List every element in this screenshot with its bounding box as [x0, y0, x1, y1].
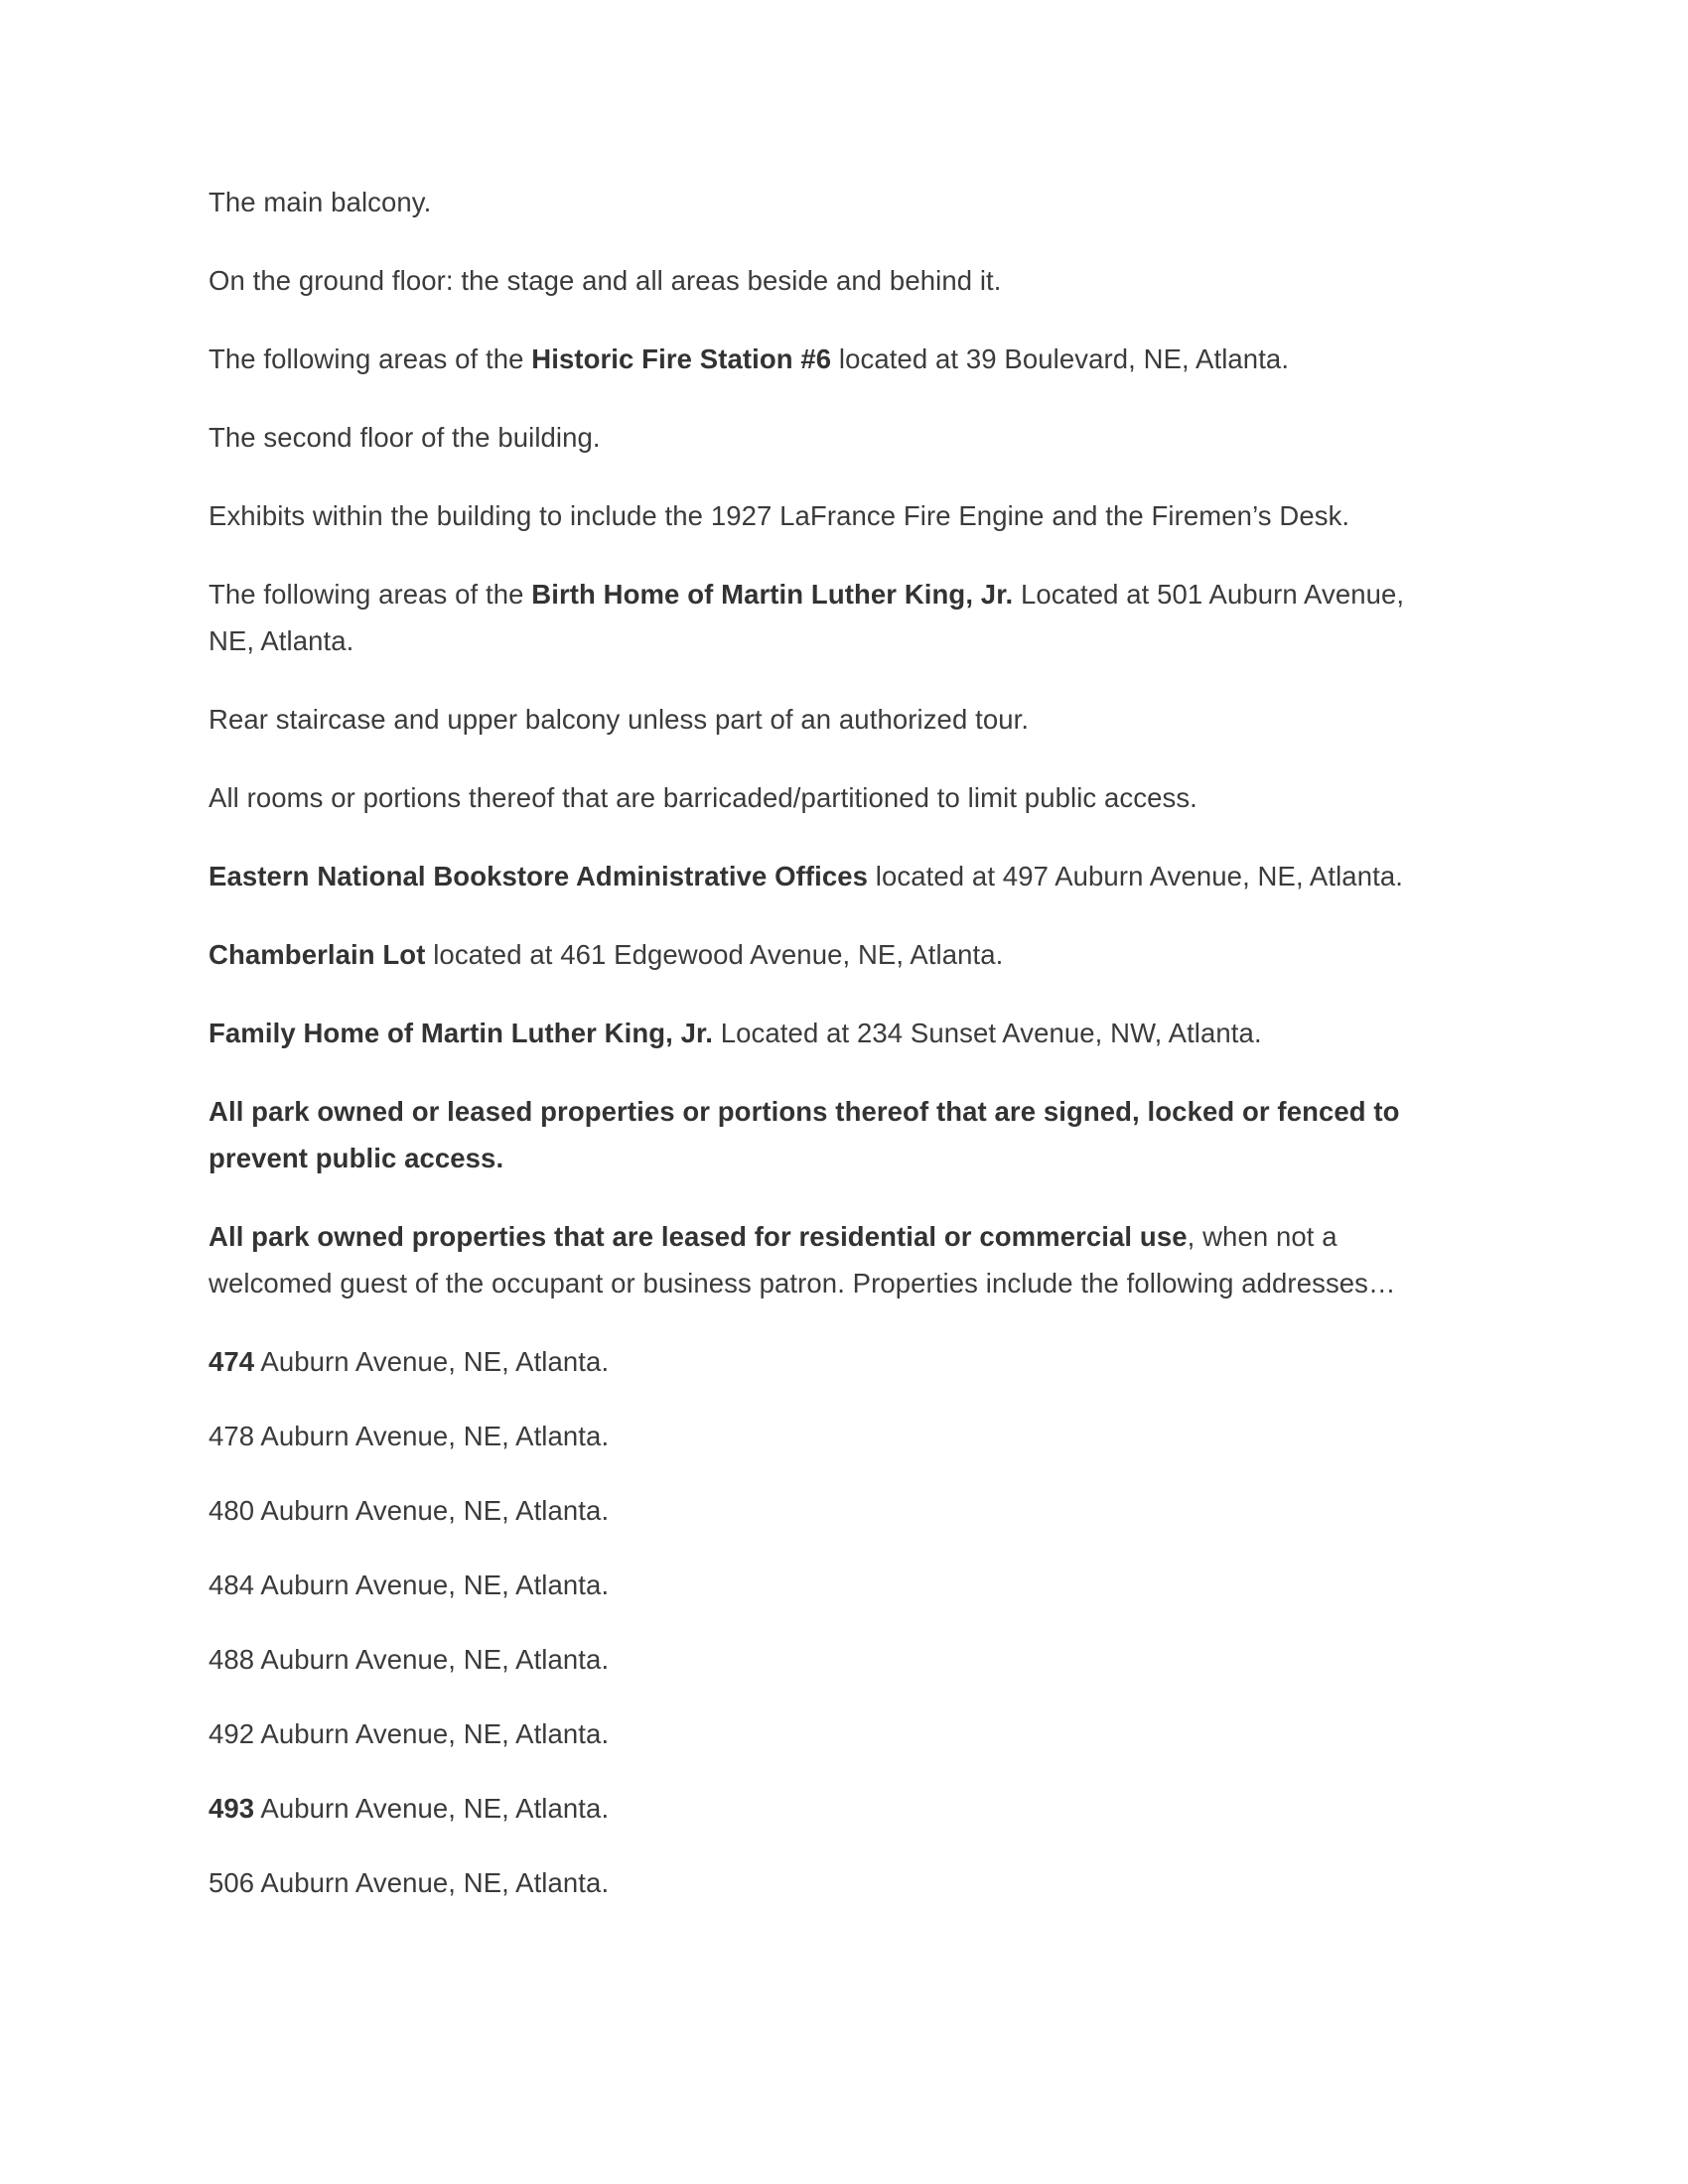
entity-chamberlain-lot: Chamberlain Lot: [209, 939, 426, 970]
paragraph-eastern-national-bookstore: [209, 853, 1450, 899]
paragraph-tail-text: Located at 234 Sunset Avenue, NW, Atlanta.: [713, 1018, 1262, 1048]
paragraph-lead-text: The following areas of the: [209, 343, 532, 374]
paragraph-family-home: [209, 1010, 1450, 1056]
address-number: 484: [209, 1570, 255, 1600]
paragraph-chamberlain-lot: [209, 931, 1450, 978]
entity-historic-fire-station: Historic Fire Station #6: [531, 343, 832, 374]
paragraph-tail-text: located at 497 Auburn Avenue, NE, Atlanta.: [868, 861, 1403, 891]
entity-leased-properties: All park owned properties that are leased for residential or commercial use: [209, 1221, 1188, 1252]
address-list-item: [209, 1487, 1450, 1534]
address-number: 488: [209, 1644, 255, 1675]
paragraph-text: Exhibits within the building to include the 1927 LaFrance Fire Engine and the Firemen’s Desk.: [209, 500, 1350, 531]
address-number: 492: [209, 1718, 255, 1749]
paragraph-historic-fire-station: [209, 336, 1450, 382]
address-number: 506: [209, 1867, 255, 1898]
paragraph-rear-staircase: [209, 696, 1450, 743]
address-list-item: [209, 1338, 1450, 1385]
address-street: Auburn Avenue, NE, Atlanta.: [254, 1346, 610, 1377]
address-street: Auburn Avenue, NE, Atlanta.: [254, 1644, 610, 1675]
address-street: Auburn Avenue, NE, Atlanta.: [254, 1495, 610, 1526]
paragraph-tail-text: Located at 501 Auburn Avenue, NE, Atlanta.: [209, 579, 1405, 656]
paragraph-signed-locked-fenced: [209, 1088, 1450, 1181]
paragraph-ground-floor: [209, 257, 1450, 304]
paragraph-text: All park owned or leased properties or portions thereof that are signed, locked or fenced to prevent public access.: [209, 1096, 1400, 1173]
paragraph-lead-text: The following areas of the: [209, 579, 532, 610]
address-list-item: [209, 1710, 1450, 1757]
address-street: Auburn Avenue, NE, Atlanta.: [254, 1421, 610, 1451]
paragraph-barricaded-rooms: [209, 774, 1450, 821]
paragraph-leased-properties: [209, 1213, 1450, 1306]
entity-eastern-national-bookstore: Eastern National Bookstore Administrative Offices: [209, 861, 869, 891]
address-number: 474: [209, 1346, 255, 1377]
entity-family-home-mlk: Family Home of Martin Luther King, Jr.: [209, 1018, 714, 1048]
address-list-item: [209, 1636, 1450, 1683]
address-street: Auburn Avenue, NE, Atlanta.: [254, 1793, 610, 1824]
address-street: Auburn Avenue, NE, Atlanta.: [254, 1867, 610, 1898]
address-number: 493: [209, 1793, 255, 1824]
paragraph-birth-home: [209, 571, 1450, 664]
address-list-item: [209, 1562, 1450, 1608]
document-body: [209, 179, 1450, 1934]
paragraph-text: On the ground floor: the stage and all areas beside and behind it.: [209, 265, 1002, 296]
address-number: 478: [209, 1421, 255, 1451]
paragraph-main-balcony: [209, 179, 1450, 225]
paragraph-text: The second floor of the building.: [209, 422, 601, 453]
paragraph-text: Rear staircase and upper balcony unless part of an authorized tour.: [209, 704, 1030, 735]
paragraph-exhibits: [209, 492, 1450, 539]
paragraph-text: All rooms or portions thereof that are barricaded/partitioned to limit public access.: [209, 782, 1197, 813]
address-list-item: [209, 1413, 1450, 1459]
address-list-item: [209, 1785, 1450, 1832]
entity-birth-home-mlk: Birth Home of Martin Luther King, Jr.: [531, 579, 1014, 610]
paragraph-second-floor: [209, 414, 1450, 461]
address-number: 480: [209, 1495, 255, 1526]
address-street: Auburn Avenue, NE, Atlanta.: [254, 1570, 610, 1600]
paragraph-tail-text: located at 461 Edgewood Avenue, NE, Atlanta.: [425, 939, 1004, 970]
address-list-item: [209, 1859, 1450, 1906]
paragraph-tail-text: , when not a welcomed guest of the occupant or business patron. Properties include the following addresses…: [209, 1221, 1396, 1298]
paragraph-text: The main balcony.: [209, 187, 432, 217]
address-street: Auburn Avenue, NE, Atlanta.: [254, 1718, 610, 1749]
paragraph-tail-text: located at 39 Boulevard, NE, Atlanta.: [831, 343, 1290, 374]
